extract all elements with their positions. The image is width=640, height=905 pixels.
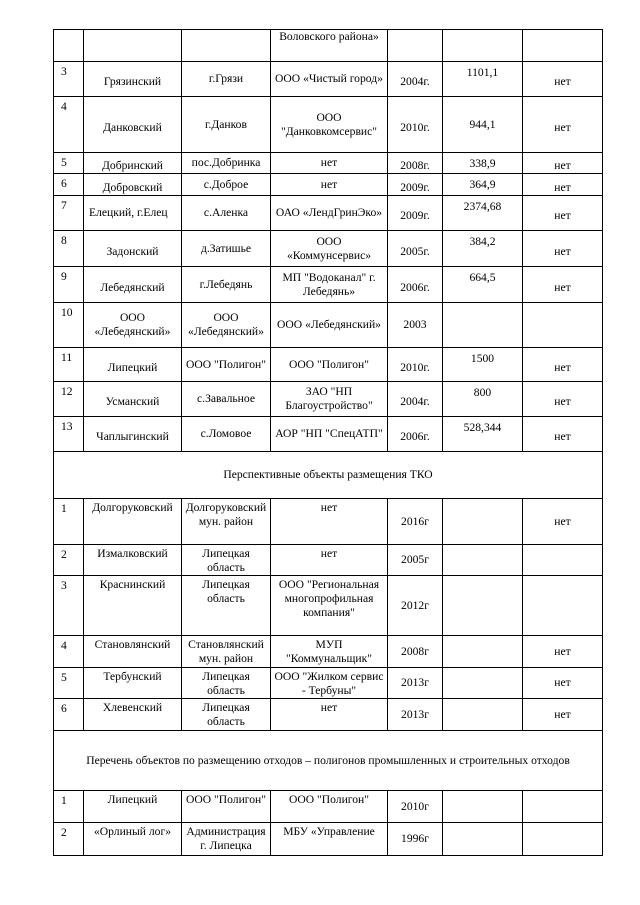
location-cell: Становлянский мун. район — [182, 636, 271, 668]
table-row — [54, 417, 603, 452]
year-cell: 2009г. — [388, 196, 443, 231]
year-cell: 2009г. — [388, 174, 443, 196]
mass-cell — [443, 545, 523, 576]
status-cell: нет — [523, 382, 603, 417]
operator-cell: нет — [271, 153, 388, 174]
row-number: 3 — [54, 576, 84, 636]
year-cell: 2004г. — [388, 382, 443, 417]
district-cell: Добровский — [84, 174, 182, 196]
status-cell: нет — [523, 231, 603, 267]
location-cell: с.Аленка — [182, 196, 271, 231]
row-number — [54, 30, 84, 62]
row-number: 1 — [54, 499, 84, 545]
table-row — [54, 30, 603, 62]
year-cell: 2005г — [388, 545, 443, 576]
status-cell — [523, 30, 603, 62]
location-cell: с.Доброе — [182, 174, 271, 196]
operator-cell: ООО «Лебедянский» — [271, 303, 388, 348]
status-cell: нет — [523, 699, 603, 731]
operator-cell: МУП "Коммунальщик" — [271, 636, 388, 668]
status-cell: нет — [523, 267, 603, 303]
status-cell: нет — [523, 668, 603, 699]
row-number: 4 — [54, 636, 84, 668]
mass-cell: 1500 — [443, 348, 523, 382]
year-cell: 2016г — [388, 499, 443, 545]
table-row — [54, 791, 603, 823]
mass-cell: 944,1 — [443, 97, 523, 153]
year-cell: 2008г. — [388, 153, 443, 174]
year-cell: 2010г. — [388, 97, 443, 153]
row-number: 3 — [54, 62, 84, 97]
district-cell: «Орлиный лог» — [84, 823, 182, 856]
location-cell: ООО «Лебедянский» — [182, 303, 271, 348]
year-cell: 2008г — [388, 636, 443, 668]
operator-cell: ООО "Региональная многопрофильная компания" — [271, 576, 388, 636]
status-cell — [523, 576, 603, 636]
year-cell: 2013г — [388, 699, 443, 731]
location-cell: Долгоруковский мун. район — [182, 499, 271, 545]
mass-cell — [443, 576, 523, 636]
district-cell: Измалковский — [84, 545, 182, 576]
row-number: 10 — [54, 303, 84, 348]
operator-cell: нет — [271, 699, 388, 731]
status-cell — [523, 545, 603, 576]
operator-cell: нет — [271, 499, 388, 545]
status-cell: нет — [523, 636, 603, 668]
mass-cell: 384,2 — [443, 231, 523, 267]
year-cell: 2013г — [388, 668, 443, 699]
status-cell: нет — [523, 196, 603, 231]
table-row — [54, 153, 603, 174]
year-cell: 2005г. — [388, 231, 443, 267]
district-cell: Усманский — [84, 382, 182, 417]
row-number: 1 — [54, 791, 84, 823]
table-row — [54, 62, 603, 97]
district-cell: ООО «Лебедянский» — [84, 303, 182, 348]
row-number: 9 — [54, 267, 84, 303]
row-number: 5 — [54, 153, 84, 174]
mass-cell: 528,344 — [443, 417, 523, 452]
mass-cell: 338,9 — [443, 153, 523, 174]
table-row — [54, 499, 603, 545]
status-cell: нет — [523, 153, 603, 174]
section-title-row — [54, 731, 603, 791]
operator-cell: ООО "Данковкомсервис" — [271, 97, 388, 153]
district-cell: Добринский — [84, 153, 182, 174]
location-cell: Липецкая область — [182, 668, 271, 699]
status-cell: нет — [523, 174, 603, 196]
location-cell: пос.Добринка — [182, 153, 271, 174]
status-cell: нет — [523, 97, 603, 153]
district-cell: Елецкий, г.Елец — [84, 196, 182, 231]
status-cell: нет — [523, 348, 603, 382]
location-cell — [182, 30, 271, 62]
district-cell: Данковский — [84, 97, 182, 153]
document-page — [53, 29, 602, 856]
row-number: 6 — [54, 699, 84, 731]
row-number: 7 — [54, 196, 84, 231]
year-cell: 2012г — [388, 576, 443, 636]
mass-cell: 664,5 — [443, 267, 523, 303]
year-cell: 2004г. — [388, 62, 443, 97]
district-cell: Хлевенский — [84, 699, 182, 731]
location-cell: д.Затишье — [182, 231, 271, 267]
status-cell — [523, 823, 603, 856]
row-number: 6 — [54, 174, 84, 196]
district-cell: Лебедянский — [84, 267, 182, 303]
table-row — [54, 97, 603, 153]
district-cell: Чаплыгинский — [84, 417, 182, 452]
mass-cell: 800 — [443, 382, 523, 417]
location-cell: ООО "Полигон" — [182, 348, 271, 382]
operator-cell: МБУ «Управление — [271, 823, 388, 856]
operator-cell: ООО «Чистый город» — [271, 62, 388, 97]
location-cell: Липецкая область — [182, 576, 271, 636]
section-title-row — [54, 452, 603, 499]
row-number: 12 — [54, 382, 84, 417]
row-number: 11 — [54, 348, 84, 382]
operator-cell: нет — [271, 545, 388, 576]
location-cell: г.Грязи — [182, 62, 271, 97]
landfill-table — [53, 29, 603, 856]
operator-cell: ЗАО "НП Благоустройство" — [271, 382, 388, 417]
table-row — [54, 699, 603, 731]
operator-cell: АОР "НП "СпецАТП" — [271, 417, 388, 452]
table-row — [54, 823, 603, 856]
year-cell: 1996г — [388, 823, 443, 856]
row-number: 2 — [54, 823, 84, 856]
operator-cell: ООО "Жилком сервис - Тербуны" — [271, 668, 388, 699]
operator-cell: нет — [271, 174, 388, 196]
mass-cell — [443, 30, 523, 62]
mass-cell — [443, 499, 523, 545]
location-cell: с.Завальное — [182, 382, 271, 417]
operator-cell: МП "Водоканал" г. Лебедянь» — [271, 267, 388, 303]
mass-cell — [443, 668, 523, 699]
mass-cell: 2374,68 — [443, 196, 523, 231]
district-cell — [84, 30, 182, 62]
year-cell: 2003 — [388, 303, 443, 348]
mass-cell — [443, 303, 523, 348]
table-row — [54, 576, 603, 636]
district-cell: Долгоруковский — [84, 499, 182, 545]
district-cell: Тербунский — [84, 668, 182, 699]
district-cell: Липецкий — [84, 348, 182, 382]
year-cell: 2010г — [388, 791, 443, 823]
location-cell: г.Данков — [182, 97, 271, 153]
section-title: Перечень объектов по размещению отходов – полигонов промышленных и строительных отходов — [54, 731, 603, 791]
mass-cell: 1101,1 — [443, 62, 523, 97]
table-row — [54, 303, 603, 348]
location-cell: Липецкая область — [182, 545, 271, 576]
table-row — [54, 668, 603, 699]
table-row — [54, 231, 603, 267]
table-row — [54, 267, 603, 303]
table-row — [54, 545, 603, 576]
row-number: 13 — [54, 417, 84, 452]
district-cell: Задонский — [84, 231, 182, 267]
location-cell: г.Лебедянь — [182, 267, 271, 303]
mass-cell — [443, 823, 523, 856]
year-cell — [388, 30, 443, 62]
operator-cell: ОАО «ЛендГринЭко» — [271, 196, 388, 231]
year-cell: 2006г. — [388, 267, 443, 303]
status-cell: нет — [523, 62, 603, 97]
section-title: Перспективные объекты размещения ТКО — [54, 452, 603, 499]
district-cell: Становлянский — [84, 636, 182, 668]
row-number: 2 — [54, 545, 84, 576]
location-cell: с.Ломовое — [182, 417, 271, 452]
row-number: 4 — [54, 97, 84, 153]
district-cell: Краснинский — [84, 576, 182, 636]
operator-cell: ООО "Полигон" — [271, 791, 388, 823]
status-cell — [523, 303, 603, 348]
status-cell: нет — [523, 499, 603, 545]
district-cell: Грязинский — [84, 62, 182, 97]
district-cell: Липецкий — [84, 791, 182, 823]
row-number: 8 — [54, 231, 84, 267]
year-cell: 2006г. — [388, 417, 443, 452]
operator-cell: ООО «Коммунсервис» — [271, 231, 388, 267]
operator-cell: Воловского района» — [271, 30, 388, 62]
table-row — [54, 174, 603, 196]
table-row — [54, 382, 603, 417]
row-number: 5 — [54, 668, 84, 699]
location-cell: Липецкая область — [182, 699, 271, 731]
mass-cell — [443, 791, 523, 823]
location-cell: Администрация г. Липецка — [182, 823, 271, 856]
mass-cell — [443, 636, 523, 668]
table-row — [54, 196, 603, 231]
table-row — [54, 636, 603, 668]
mass-cell — [443, 699, 523, 731]
status-cell — [523, 791, 603, 823]
mass-cell: 364,9 — [443, 174, 523, 196]
location-cell: ООО "Полигон" — [182, 791, 271, 823]
table-row — [54, 348, 603, 382]
status-cell: нет — [523, 417, 603, 452]
year-cell: 2010г. — [388, 348, 443, 382]
operator-cell: ООО "Полигон" — [271, 348, 388, 382]
